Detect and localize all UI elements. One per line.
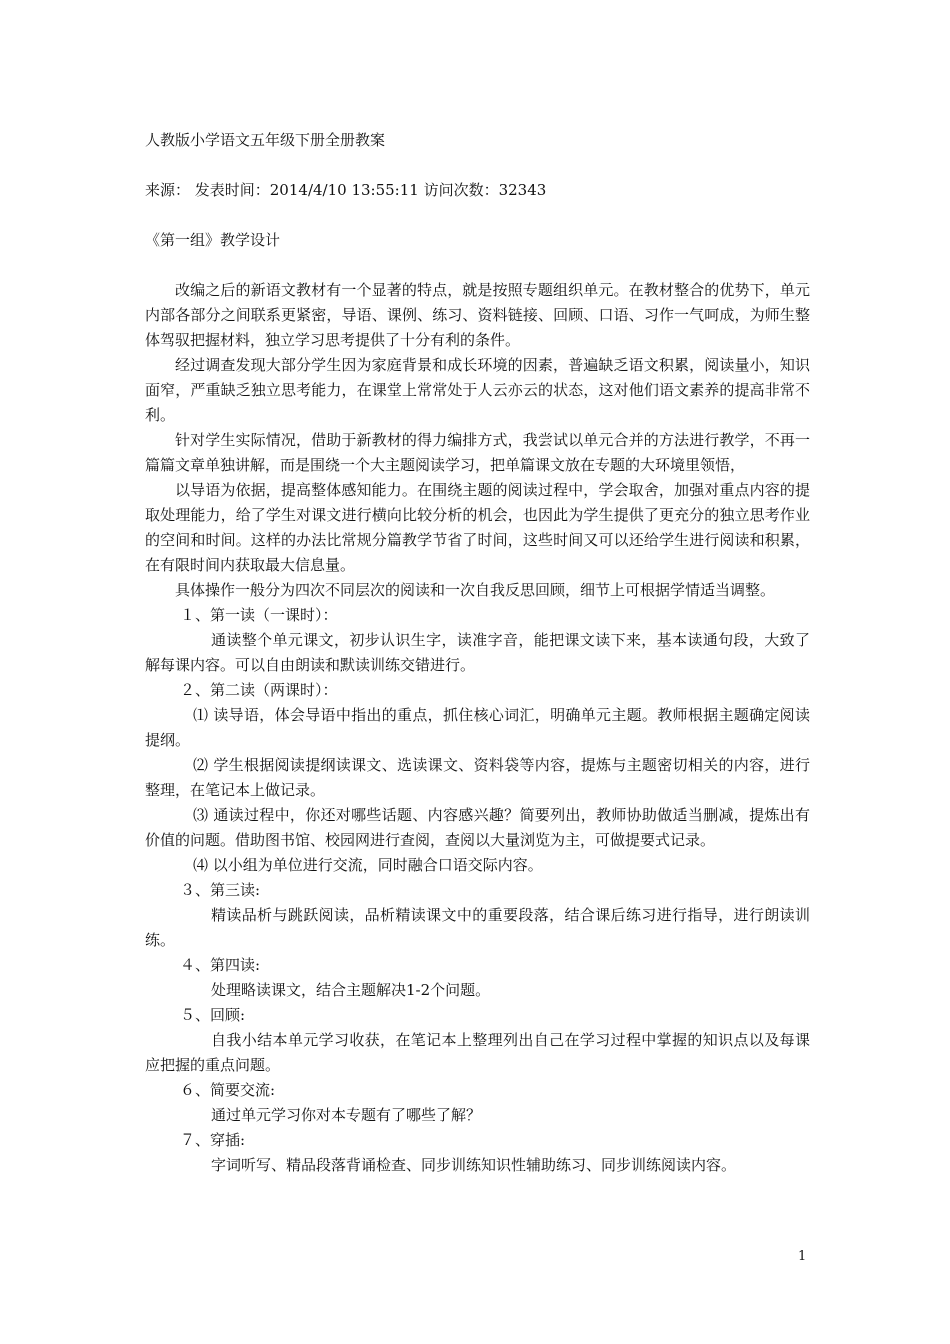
sub-step: ⑵ 学生根据阅读提纲读课文、选读课文、资料袋等内容，提炼与主题密切相关的内容，进行整理，在笔记本上做记录。 [145, 756, 810, 799]
step-body: 精读品析与跳跃阅读，品析精读课文中的重要段落，结合课后练习进行指导，进行朗读训练。 [145, 906, 810, 949]
paragraph: 改编之后的新语文教材有一个显著的特点，就是按照专题组织单元。在教材整合的优势下，单元内部各部分之间联系更紧密，导语、课例、练习、资料链接、回顾、口语、习作一气呵成，为师生整体驾驭把握材料，独立学习思考提供了十分有利的条件。 [145, 281, 810, 349]
paragraph: 具体操作一般分为四次不同层次的阅读和一次自我反思回顾，细节上可根据学情适当调整。 [175, 581, 776, 599]
sub-step: ⑴ 读导语，体会导语中指出的重点，抓住核心词汇，明确单元主题。教师根据主题确定阅读提纲。 [145, 706, 810, 749]
page-number: 1 [798, 1249, 807, 1264]
step-heading: ２、第二读（两课时）： [180, 681, 338, 699]
step-body: 自我小结本单元学习收获，在笔记本上整理列出自己在学习过程中掌握的知识点以及每课应把握的重点问题。 [145, 1031, 810, 1074]
step-body: 处理略读课文，结合主题解决1-2个问题。 [211, 981, 491, 999]
paragraph: 针对学生实际情况，借助于新教材的得力编排方式，我尝试以单元合并的方法进行教学，不再一篇篇文章单独讲解，而是围绕一个大主题阅读学习，把单篇课文放在专题的大环境里领悟， [145, 431, 810, 474]
step-heading: ５、回顾: [180, 1006, 246, 1024]
section-title: 《第一组》教学设计 [145, 231, 281, 249]
document-title: 人教版小学语文五年级下册全册教案 [145, 131, 386, 149]
step-heading: ３、第三读: [180, 881, 261, 899]
paragraph: 以导语为依据，提高整体感知能力。在围绕主题的阅读过程中，学会取舍，加强对重点内容的提取处理能力，给了学生对课文进行横向比较分析的机会，也因此为学生提供了更充分的独立思考作业的空间和时间。这样的办法比常规分篇教学节省了时间，这些时间又可以还给学生进行阅读和积累，在有限时间内获取最大信息量。 [145, 481, 810, 574]
document-meta: 来源： 发表时间：2014/4/10 13:55:11 访问次数：32343 [145, 181, 547, 199]
step-body: 字词听写、精品段落背诵检查、同步训练知识性辅助练习、同步训练阅读内容。 [211, 1156, 737, 1174]
step-heading: ７、穿插: [180, 1131, 246, 1149]
step-body: 通过单元学习你对本专题有了哪些了解？ [211, 1106, 482, 1124]
step-heading: ６、简要交流: [180, 1081, 276, 1099]
sub-step: ⑶ 通读过程中，你还对哪些话题、内容感兴趣？简要列出，教师协助做适当删减，提炼出有价值的问题。借助图书馆、校园网进行查阅，查阅以大量浏览为主，可做提要式记录。 [145, 806, 810, 849]
step-body: 通读整个单元课文，初步认识生字，读准字音，能把课文读下来，基本读通句段，大致了解每课内容。可以自由朗读和默读训练交错进行。 [145, 631, 810, 674]
step-heading: ４、第四读: [180, 956, 261, 974]
step-heading: １、第一读（一课时）： [180, 606, 338, 624]
document-body [145, 128, 810, 1178]
paragraph: 经过调查发现大部分学生因为家庭背景和成长环境的因素，普遍缺乏语文积累，阅读量小，知识面窄，严重缺乏独立思考能力，在课堂上常常处于人云亦云的状态，这对他们语文素养的提高非常不利。 [145, 356, 810, 424]
sub-step: ⑷ 以小组为单位进行交流，同时融合口语交际内容。 [193, 856, 543, 874]
